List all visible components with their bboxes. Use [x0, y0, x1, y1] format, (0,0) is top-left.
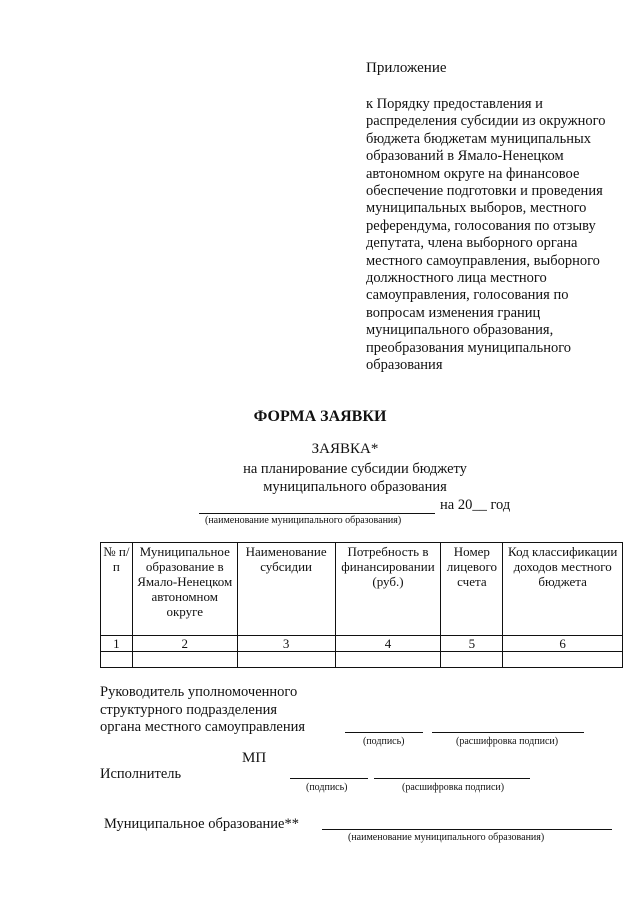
table-cell[interactable] [237, 652, 335, 668]
table-header-cell: № п/п [101, 543, 133, 636]
appendix-line: к Порядку предоставления и [366, 96, 543, 112]
executor-decode-field[interactable] [374, 778, 530, 779]
table-cell[interactable] [503, 652, 623, 668]
table-number-cell: 6 [503, 636, 623, 652]
appendix-line: муниципальных выборов, местного [366, 200, 587, 217]
head-signature-hint: (подпись) [363, 736, 405, 747]
table-cell[interactable] [441, 652, 503, 668]
head-label-line: органа местного самоуправления [100, 719, 306, 735]
subtitle-line-2: муниципального образования [263, 479, 447, 495]
executor-signature-hint: (подпись) [306, 782, 348, 793]
table-header-cell: Код классификации доходов местного бюджета [503, 543, 623, 636]
municipality-name-hint: (наименование муниципального образования) [205, 515, 402, 526]
application-heading: ЗАЯВКА* [311, 441, 379, 457]
table-number-row [101, 636, 623, 652]
appendix-body [366, 96, 628, 375]
application-subtitle [0, 460, 640, 496]
table-header-cell: Потребность в финансировании (руб.) [335, 543, 441, 636]
appendix-line: образования [366, 357, 443, 374]
head-signature-field[interactable] [345, 732, 423, 733]
table-header-cell: Номер лицевого счета [441, 543, 503, 636]
subtitle-line-1: на планирование субсидии бюджету [243, 461, 467, 477]
appendix-line: местного самоуправления, выборного [366, 252, 600, 269]
head-label-line: структурного подразделения [100, 701, 278, 718]
table-cell[interactable] [101, 652, 133, 668]
appendix-line: вопросам изменения границ [366, 304, 541, 321]
appendix-line: самоуправления, голосования по [366, 287, 569, 304]
appendix-line: распределения субсидии из окружного [366, 113, 606, 130]
application-table [100, 542, 623, 668]
head-decode-field[interactable] [432, 732, 584, 733]
form-title: ФОРМА ЗАЯВКИ [253, 408, 387, 425]
appendix-line: образований в Ямало-Ненецком [366, 148, 564, 165]
table-number-cell: 2 [132, 636, 237, 652]
year-text: на 20__ год [440, 497, 511, 513]
municipality-label: Муниципальное образование** [104, 816, 299, 832]
appendix-line: референдума, голосования по отзыву [366, 217, 596, 234]
head-label-line: Руководитель уполномоченного [100, 684, 298, 700]
table-number-cell: 4 [335, 636, 441, 652]
table-number-cell: 3 [237, 636, 335, 652]
appendix-line: депутата, члена выборного органа [366, 235, 578, 252]
executor-signature-field[interactable] [290, 778, 368, 779]
appendix-line: преобразования муниципального [366, 339, 572, 356]
seal-place-label: МП [242, 750, 267, 766]
appendix-title: Приложение [366, 60, 447, 76]
table-number-cell: 5 [441, 636, 503, 652]
head-signature-label [100, 684, 305, 737]
table-cell[interactable] [132, 652, 237, 668]
executor-decode-hint: (расшифровка подписи) [402, 782, 505, 793]
municipality-hint: (наименование муниципального образования) [348, 832, 545, 843]
municipality-field[interactable] [322, 829, 612, 830]
table-row [101, 652, 623, 668]
appendix-line: обеспечение подготовки и проведения [366, 183, 603, 200]
table-header-cell: Наименование субсидии [237, 543, 335, 636]
appendix-line: бюджета бюджетам муниципальных [366, 130, 591, 147]
municipality-name-field[interactable] [199, 513, 435, 514]
appendix-line: автономном округе на финансовое [366, 165, 580, 182]
executor-label: Исполнитель [100, 766, 182, 782]
appendix-line: муниципального образования, [366, 322, 554, 339]
table-number-cell: 1 [101, 636, 133, 652]
table-cell[interactable] [335, 652, 441, 668]
table-header-row [101, 543, 623, 636]
table-header-cell: Муниципальное образование в Ямало-Ненецком автономном округе [132, 543, 237, 636]
head-decode-hint: (расшифровка подписи) [456, 736, 559, 747]
appendix-line: должностного лица местного [366, 270, 547, 287]
